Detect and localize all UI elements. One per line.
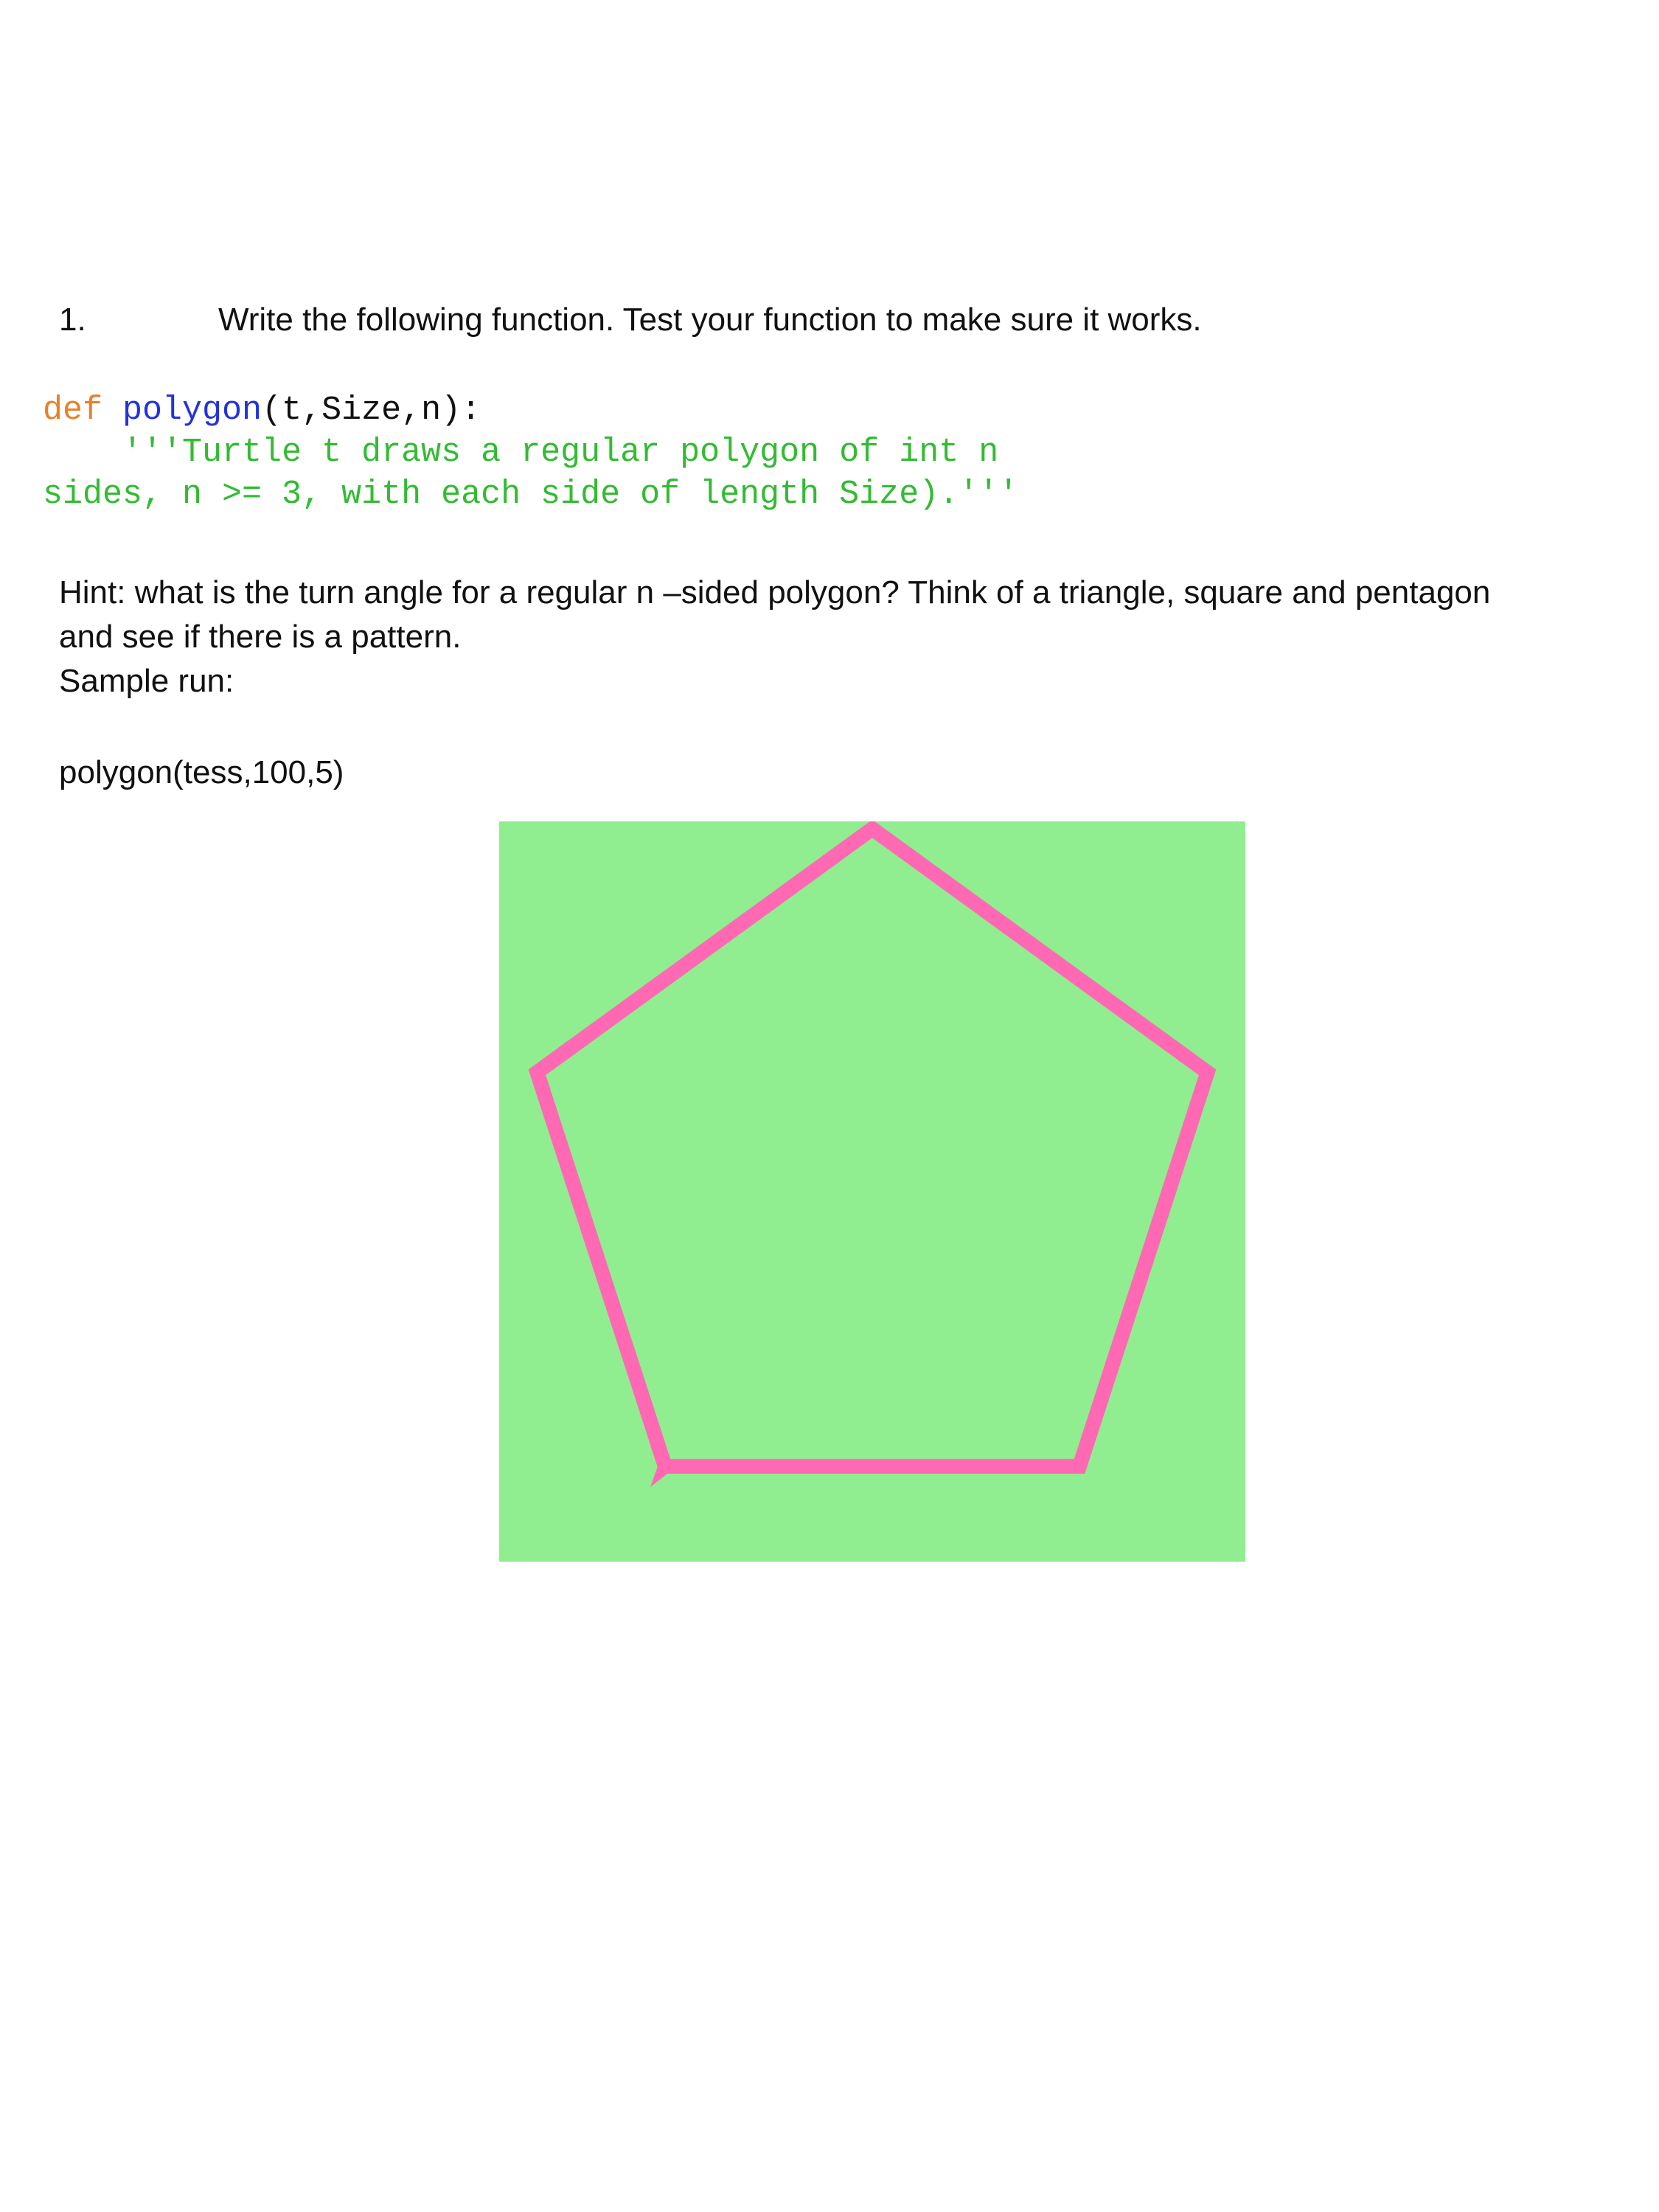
code-line-1 bbox=[43, 389, 1018, 431]
canvas-background bbox=[499, 821, 1245, 1562]
question-instruction: Write the following function. Test your function to make sure it works. bbox=[218, 302, 1202, 338]
code-block bbox=[43, 389, 1018, 515]
hint-text bbox=[59, 571, 1622, 703]
code-docstring-line1: '''Turtle t draws a regular polygon of int n bbox=[122, 434, 999, 471]
code-params: (t,Size,n): bbox=[262, 392, 481, 429]
hint-line-1: Hint: what is the turn angle for a regular n –sided polygon? Think of a triangle, square and pentagon bbox=[59, 574, 1491, 611]
code-line-2 bbox=[43, 431, 1018, 473]
code-keyword: def bbox=[43, 392, 103, 429]
turtle-canvas bbox=[499, 821, 1245, 1562]
hint-line-2: and see if there is a pattern. bbox=[59, 619, 462, 655]
code-line-3 bbox=[43, 473, 1018, 515]
sample-call: polygon(tess,100,5) bbox=[59, 754, 344, 790]
code-function-name: polygon bbox=[122, 392, 262, 429]
question-line bbox=[59, 299, 1202, 341]
code-indent bbox=[43, 434, 122, 471]
code-docstring-line2: sides, n >= 3, with each side of length Size).''' bbox=[43, 476, 1019, 513]
hint-line-3: Sample run: bbox=[59, 663, 234, 699]
question-number: 1. bbox=[59, 302, 86, 338]
